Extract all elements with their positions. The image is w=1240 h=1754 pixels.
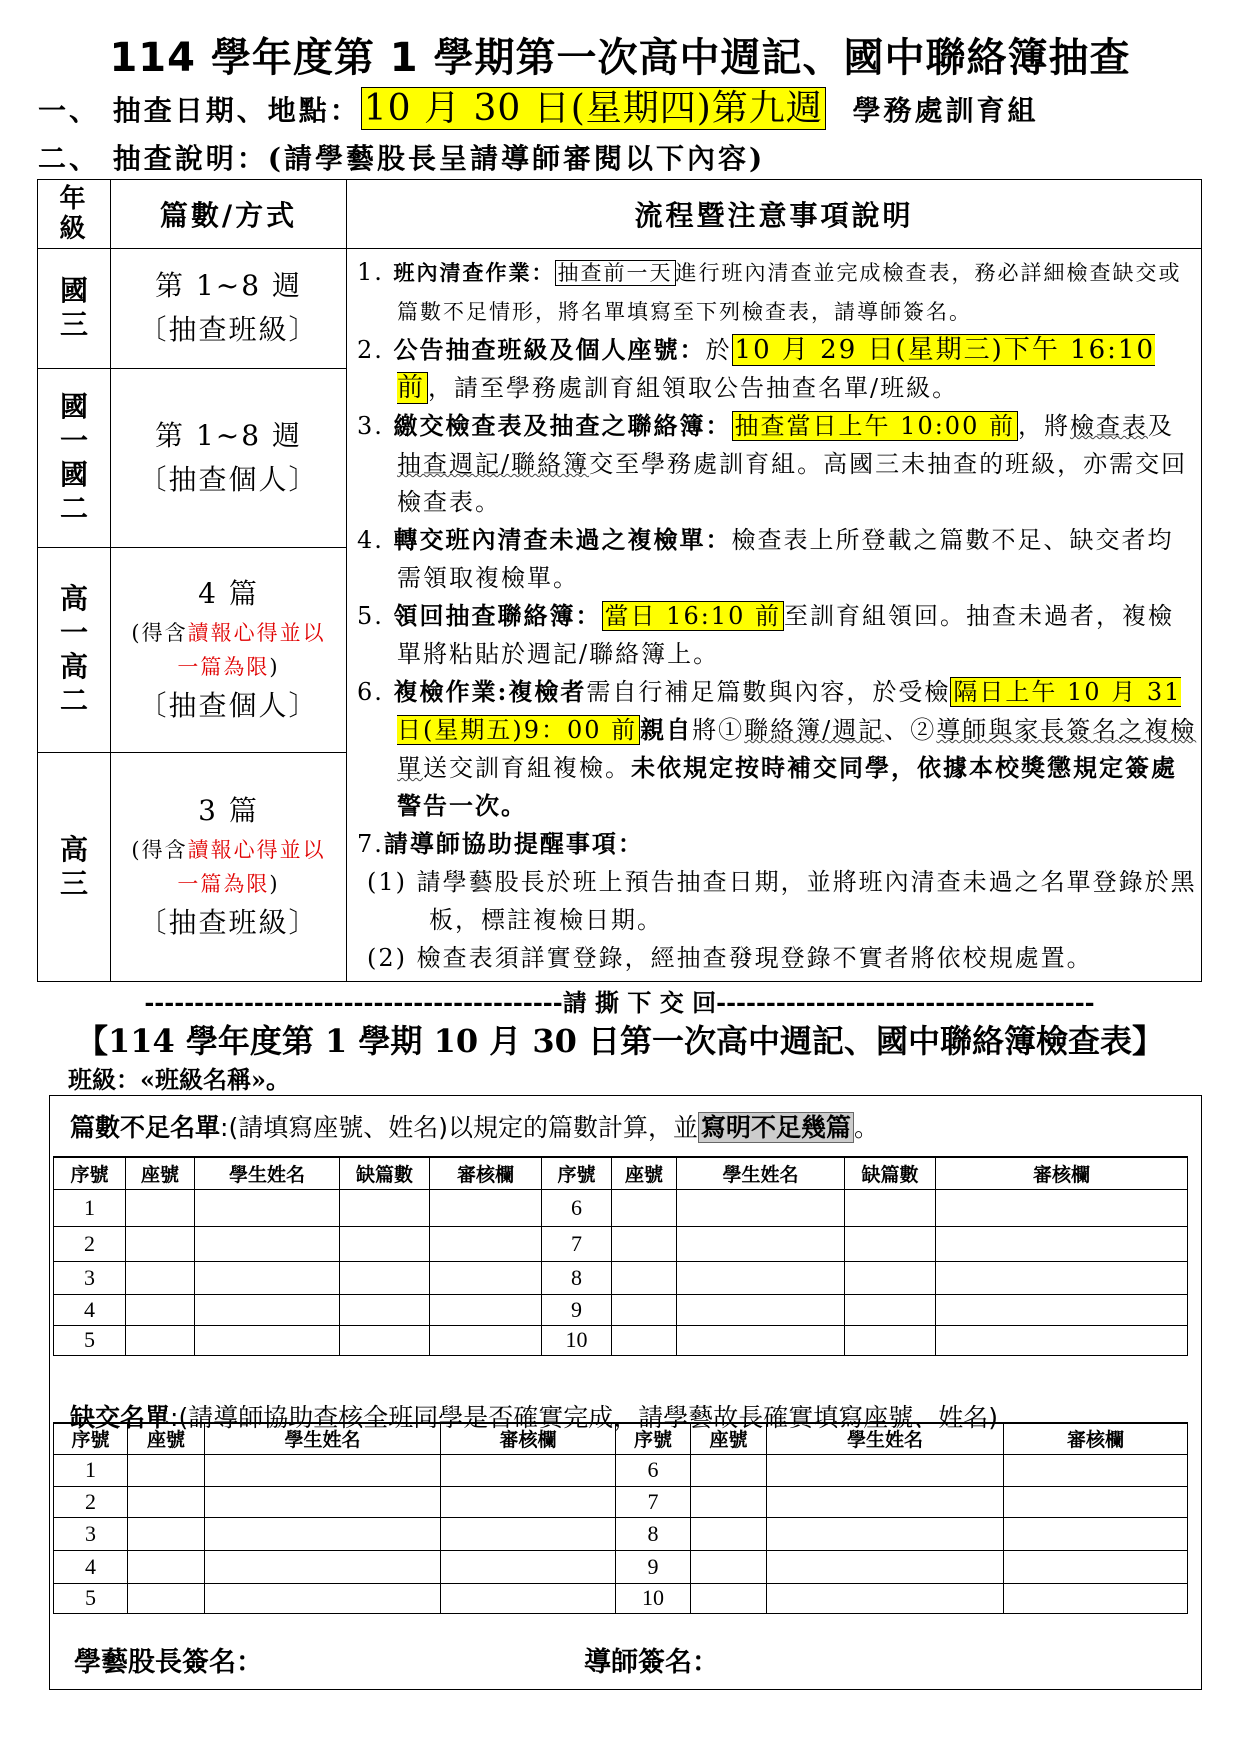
column-header: 學生姓名 — [677, 1157, 845, 1189]
row-number: 9 — [616, 1550, 691, 1583]
table-row — [54, 1454, 1188, 1486]
row-number: 5 — [54, 1325, 126, 1355]
column-header: 座號 — [691, 1423, 767, 1454]
entry-cell[interactable] — [126, 1325, 195, 1355]
row-number: 1 — [54, 1454, 128, 1486]
entry-cell[interactable] — [205, 1517, 441, 1550]
row-number: 4 — [54, 1294, 126, 1325]
entry-cell[interactable] — [340, 1226, 430, 1261]
row-number: 7 — [616, 1486, 691, 1517]
entry-cell[interactable] — [845, 1261, 936, 1294]
entry-cell[interactable] — [128, 1583, 205, 1613]
entry-cell[interactable] — [340, 1189, 430, 1226]
entry-cell[interactable] — [340, 1294, 430, 1325]
header-notes: 流程暨注意事項說明 — [347, 180, 1202, 249]
item-5: 5. 領回抽查聯絡簿： 當日 16:10 前 至訓育組領回。抽查未過者，複檢單將粘貼於週記/聯絡簿上。 — [357, 601, 1174, 668]
entry-cell[interactable] — [1004, 1583, 1188, 1613]
item-6: 6. 複檢作業:複檢者需自行補足篇數與內容，於受檢 隔日上午 10 月 31 日(星期五)9：00 前 親自將①聯絡簿/週記、②導師與家長簽名之複檢單送交訓育組複檢。未依規定按時補交同學，依據本校獎懲規定簽處警告一次。 — [357, 677, 1197, 820]
inspection-date: 10 月 30 日(星期四)第九週 — [361, 87, 826, 130]
column-header: 序號 — [54, 1423, 128, 1454]
row-number: 10 — [542, 1325, 612, 1355]
tear-off-line: ------------------------------------------請 撕 下 交 回-------------------------------------- — [144, 988, 1095, 1017]
table-row — [54, 1189, 1188, 1226]
row-number: 9 — [542, 1294, 612, 1325]
entry-cell[interactable] — [128, 1550, 205, 1583]
count-cell: 4 篇 (得含讀報心得並以一篇為限) 〔抽查個人〕 — [111, 548, 347, 753]
entry-cell[interactable] — [845, 1325, 936, 1355]
header-count: 篇數/方式 — [111, 180, 347, 249]
item-1: 1. 班內清查作業： 抽查前一天 進行班內清查並完成檢查表，務必詳細檢查缺交或篇數不足情形，將名單填寫至下列檢查表，請導師簽名。 — [357, 258, 1182, 324]
checklist-form — [49, 1095, 1202, 1690]
entry-cell[interactable] — [430, 1226, 542, 1261]
column-header: 審核欄 — [1004, 1423, 1188, 1454]
column-header: 序號 — [54, 1157, 126, 1189]
column-header: 審核欄 — [936, 1157, 1188, 1189]
entry-cell[interactable] — [936, 1189, 1188, 1226]
missing-list-heading: 缺交名單:(請導師協助查核全班同學是否確實完成，請學藝故長確實填寫座號、姓名) — [70, 1403, 998, 1432]
page-title: 114 學年度第 1 學期第一次高中週記、國中聯絡簿抽查 — [109, 35, 1131, 81]
entry-cell[interactable] — [441, 1454, 616, 1486]
item-4: 4. 轉交班內清查未過之複檢單：檢查表上所登載之篇數不足、缺交者均需領取複檢單。 — [357, 525, 1174, 592]
entry-cell[interactable] — [441, 1486, 616, 1517]
entry-cell[interactable] — [845, 1294, 936, 1325]
item-3: 3. 繳交檢查表及抽查之聯絡簿： 抽查當日上午 10:00 前 ，將檢查表及抽查週記/聯絡簿交至學務處訓育組。高國三未抽查的班級，亦需交回檢查表。 — [357, 411, 1188, 516]
row-number: 4 — [54, 1550, 128, 1583]
entry-cell[interactable] — [195, 1226, 340, 1261]
count-cell — [111, 249, 347, 369]
entry-cell[interactable] — [767, 1486, 1004, 1517]
column-header: 缺篇數 — [340, 1157, 430, 1189]
entry-cell[interactable] — [767, 1583, 1004, 1613]
column-header: 審核欄 — [441, 1423, 616, 1454]
header-grade: 年級 — [38, 180, 111, 249]
entry-cell[interactable] — [612, 1294, 677, 1325]
entry-cell[interactable] — [767, 1550, 1004, 1583]
entry-cell[interactable] — [1004, 1517, 1188, 1550]
entry-cell[interactable] — [340, 1325, 430, 1355]
table-row — [54, 1226, 1188, 1261]
entry-cell[interactable] — [767, 1517, 1004, 1550]
row-number: 5 — [54, 1583, 128, 1613]
entry-cell[interactable] — [612, 1261, 677, 1294]
entry-cell[interactable] — [441, 1550, 616, 1583]
column-header: 學生姓名 — [195, 1157, 340, 1189]
table-row — [54, 1550, 1188, 1583]
entry-cell[interactable] — [126, 1226, 195, 1261]
entry-cell[interactable] — [677, 1189, 845, 1226]
entry-cell[interactable] — [691, 1517, 767, 1550]
row-number: 8 — [616, 1517, 691, 1550]
entry-cell[interactable] — [1004, 1550, 1188, 1583]
count-cell: 第 1~8 週 〔抽查個人〕 — [111, 368, 347, 547]
row-number: 8 — [542, 1261, 612, 1294]
row-number: 7 — [542, 1226, 612, 1261]
entry-cell[interactable] — [430, 1294, 542, 1325]
entry-cell[interactable] — [340, 1261, 430, 1294]
date-label: 一、 抽查日期、地點： — [38, 94, 361, 127]
inspection-place: 學務處訓育組 — [852, 94, 1039, 127]
table-row — [54, 1486, 1188, 1517]
entry-cell[interactable] — [936, 1325, 1188, 1355]
entry-cell[interactable] — [845, 1189, 936, 1226]
entry-cell[interactable] — [612, 1325, 677, 1355]
entry-cell[interactable] — [128, 1486, 205, 1517]
instructions-heading: 二、 抽查說明：(請學藝股長呈請導師審閱以下內容) — [38, 142, 766, 175]
form-title: 【114 學年度第 1 學期 10 月 30 日第一次高中週記、國中聯絡簿檢查表】 — [75, 1022, 1165, 1060]
inspection-info-table — [37, 179, 1202, 982]
grade-cell: 高三 — [38, 753, 111, 982]
entry-cell[interactable] — [691, 1583, 767, 1613]
entry-cell[interactable] — [677, 1261, 845, 1294]
entry-cell[interactable] — [936, 1226, 1188, 1261]
entry-cell[interactable] — [205, 1454, 441, 1486]
missing-list-table — [53, 1422, 1188, 1614]
entry-cell[interactable] — [205, 1486, 441, 1517]
entry-cell[interactable] — [1004, 1486, 1188, 1517]
entry-cell[interactable] — [430, 1189, 542, 1226]
entry-cell[interactable] — [691, 1550, 767, 1583]
table-row — [54, 1294, 1188, 1325]
item-7-2: (2) 檢查表須詳實登錄，經抽查發現登錄不實者將依校規處置。 — [367, 944, 1093, 972]
column-header: 缺篇數 — [845, 1157, 936, 1189]
row-number: 1 — [54, 1189, 126, 1226]
entry-cell[interactable] — [128, 1517, 205, 1550]
mode-text: 〔抽查班級〕 — [138, 313, 319, 347]
entry-cell[interactable] — [691, 1486, 767, 1517]
row-number: 6 — [542, 1189, 612, 1226]
teacher-signature-label: 導師簽名： — [584, 1647, 719, 1678]
entry-cell[interactable] — [128, 1454, 205, 1486]
row-number: 10 — [616, 1583, 691, 1613]
column-header: 座號 — [126, 1157, 195, 1189]
grade-cell: 高一高二 — [38, 548, 111, 753]
table-row — [54, 1261, 1188, 1294]
entry-cell[interactable] — [677, 1226, 845, 1261]
monitor-signature-label: 學藝股長簽名： — [74, 1647, 263, 1678]
class-name-label: 班級：«班級名稱»。 — [68, 1065, 290, 1094]
item-7-1: (1) 請學藝股長於班上預告抽查日期，並將班內清查未過之名單登錄於黑板，標註複檢日期。 — [367, 868, 1197, 934]
table-row — [54, 1325, 1188, 1355]
column-header: 學生姓名 — [767, 1423, 1004, 1454]
entry-cell[interactable] — [612, 1226, 677, 1261]
entry-cell[interactable] — [195, 1294, 340, 1325]
entry-cell[interactable] — [845, 1226, 936, 1261]
entry-cell[interactable] — [126, 1189, 195, 1226]
column-header: 座號 — [612, 1157, 677, 1189]
count-text: 第 1~8 週 — [155, 269, 302, 303]
entry-cell[interactable] — [205, 1583, 441, 1613]
item-7: 7.請導師協助提醒事項： — [357, 829, 644, 858]
entry-cell[interactable] — [767, 1454, 1004, 1486]
count-cell: 3 篇 (得含讀報心得並以一篇為限) 〔抽查班級〕 — [111, 753, 347, 982]
entry-cell[interactable] — [441, 1517, 616, 1550]
column-header: 學生姓名 — [205, 1423, 441, 1454]
column-header: 序號 — [616, 1423, 691, 1454]
column-header: 審核欄 — [430, 1157, 542, 1189]
grade-cell: 國一國二 — [38, 368, 111, 547]
row-number: 6 — [616, 1454, 691, 1486]
entry-cell[interactable] — [195, 1325, 340, 1355]
entry-cell[interactable] — [1004, 1454, 1188, 1486]
entry-cell[interactable] — [691, 1454, 767, 1486]
entry-cell[interactable] — [126, 1294, 195, 1325]
table-row — [54, 1583, 1188, 1613]
entry-cell[interactable] — [936, 1261, 1188, 1294]
notes-cell — [347, 249, 1202, 982]
column-header: 座號 — [128, 1423, 205, 1454]
entry-cell[interactable] — [677, 1325, 845, 1355]
row-number: 2 — [54, 1226, 126, 1261]
item-2: 2. 公告抽查班級及個人座號：於 10 月 29 日(星期三)下午 16:10 前 ，請至學務處訓育組領取公告抽查名單/班級。 — [357, 335, 1155, 403]
entry-cell[interactable] — [677, 1294, 845, 1325]
entry-cell[interactable] — [430, 1325, 542, 1355]
entry-cell[interactable] — [612, 1189, 677, 1226]
row-number: 3 — [54, 1261, 126, 1294]
entry-cell[interactable] — [205, 1550, 441, 1583]
row-number: 2 — [54, 1486, 128, 1517]
table-row — [54, 1517, 1188, 1550]
column-header: 序號 — [542, 1157, 612, 1189]
entry-cell[interactable] — [195, 1261, 340, 1294]
date-location-line — [38, 80, 1039, 131]
entry-cell[interactable] — [441, 1583, 616, 1613]
entry-cell[interactable] — [195, 1189, 340, 1226]
insufficient-list-table — [53, 1156, 1188, 1356]
entry-cell[interactable] — [936, 1294, 1188, 1325]
insufficient-list-heading: 篇數不足名單:(請填寫座號、姓名)以規定的篇數計算，並 寫明不足幾篇 。 — [70, 1113, 879, 1142]
entry-cell[interactable] — [126, 1261, 195, 1294]
row-number: 3 — [54, 1517, 128, 1550]
entry-cell[interactable] — [430, 1261, 542, 1294]
grade-cell: 國三 — [38, 249, 111, 369]
